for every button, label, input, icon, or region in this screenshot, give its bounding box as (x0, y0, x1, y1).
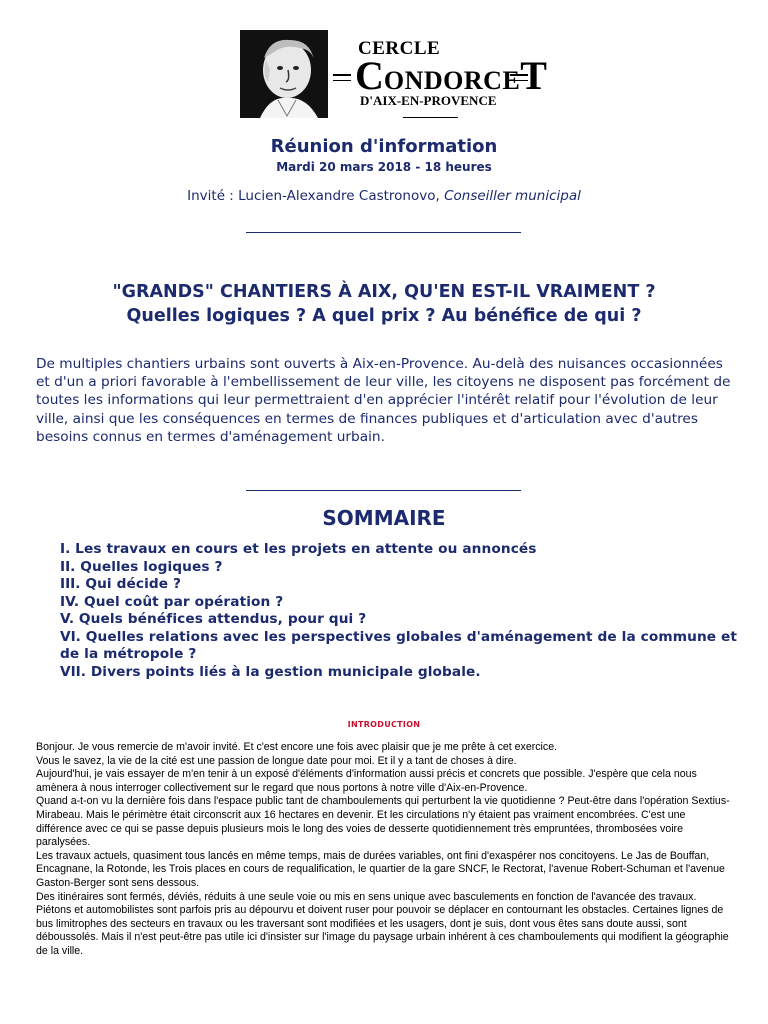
logo-line-cercle: CERCLE (358, 38, 441, 59)
summary-heading: SOMMAIRE (322, 506, 446, 530)
logo-dash-right-thin (510, 80, 528, 81)
logo-line-condorcet: CONDORCET (355, 53, 547, 98)
logo-underline (403, 117, 458, 118)
guest-role: Conseiller municipal (444, 188, 581, 204)
meeting-title: Réunion d'information (270, 136, 498, 157)
introduction-paragraph: Des itinéraires sont fermés, déviés, réduits à une seule voie ou mis en sens unique avec basculements en fonction de l'avancée des travaux. Piétons et automobilistes sont parfois pris au dépourvu et doivent ruser pour pouvoir se déplacer en contournant les obstacles. Certaines lignes de bus limitrophes des secteurs en travaux ou les traversant sont modifiées et les usagers, dont je suis, dont vous êtes sans doute aussi, sont déboussolés. Mais il n'est peut-être pas utile ici d'insister sur l'image du paysage urbain inhérent à ces chamboulements qui modifient la géographie de la ville. (36, 890, 729, 957)
summary-item: II. Quelles logiques ? (60, 558, 223, 575)
summary-item: VI. Quelles relations avec les perspectives globales d'aménagement de la commune et de la métropole ? (60, 628, 738, 662)
introduction-heading: INTRODUCTION (347, 720, 421, 729)
main-title-line2: Quelles logiques ? A quel prix ? Au bénéfice de qui ? (126, 306, 642, 326)
summary-item: IV. Quel coût par opération ? (60, 593, 284, 610)
introduction-paragraph: Vous le savez, la vie de la cité est une passion de longue date pour moi. Et il y a tant de choses à dire. (36, 754, 517, 767)
summary-item: V. Quels bénéfices attendus, pour qui ? (60, 611, 367, 627)
condorcet-portrait-icon (240, 30, 328, 118)
introduction-body (36, 741, 732, 959)
logo-dash-left-thin (333, 80, 351, 81)
intro-paragraph: De multiples chantiers urbains sont ouverts à Aix-en-Provence. Au-delà des nuisances occasionnées et d'un a priori favorable à l'embellissement de leur ville, les citoyens ne disposent pas forcément de toutes les informations qui leur permettraient d'en apprécier l'intérêt relatif pour l'évolution de leur ville, ainsi que les conséquences en termes de finances publiques et d'articulation avec d'autres besoins connus en termes d'aménagement urbain. (36, 356, 731, 445)
main-title-line1: "GRANDS" CHANTIERS À AIX, QU'EN EST-IL VRAIMENT ? (112, 282, 656, 302)
main-title (0, 280, 768, 328)
summary-item: III. Qui décide ? (60, 576, 182, 592)
guest-name: Invité : Lucien-Alexandre Castronovo, (187, 188, 445, 204)
logo-dash-left (333, 74, 351, 76)
summary-list (60, 541, 740, 681)
introduction-paragraph: Quand a-t-on vu la dernière fois dans l'espace public tant de chamboulements qui perturbent la vie quotidienne ? Peut-être dans l'opération Sextius-Mirabeau. Mais le périmètre était circonscrit aux 16 hectares en devenir. Et les circulations n'y étaient pas vraiment encombrées. C'est une différence avec ce qui se passe depuis plusieurs mois le long des voies de desserte quotidiennement très empruntées, thrombosées voire paralysées. (36, 795, 730, 849)
logo-dash-right (510, 74, 528, 76)
separator-line (246, 490, 521, 491)
introduction-paragraph: Aujourd'hui, je vais essayer de m'en tenir à un exposé d'éléments d'information aussi précis et concrets que possible. J'espère que cela nous amènera à nous interroger collectivement sur le regard que nous portons à notre ville d'Aix-en-Provence. (36, 768, 697, 794)
cercle-condorcet-logo (240, 30, 547, 122)
meeting-date: Mardi 20 mars 2018 - 18 heures (276, 160, 492, 174)
summary-item: VII. Divers points liés à la gestion municipale globale. (60, 663, 481, 680)
logo-line-aix: D'AIX-EN-PROVENCE (360, 93, 497, 108)
introduction-paragraph: Bonjour. Je vous remercie de m'avoir invité. Et c'est encore une fois avec plaisir que je me prête à cet exercice. (36, 741, 558, 753)
introduction-paragraph: Les travaux actuels, quasiment tous lancés en même temps, mais de durées variables, ont fini d'exaspérer nos concitoyens. Le Jas de Bouffan, Encagnane, la Rotonde, les Trois places en cours de requalification, le quartier de la gare SNCF, le Rectorat, l'avenue Robert-Schuman et l'avenue Gaston-Berger sont sens dessous. (36, 849, 725, 889)
separator-line (246, 232, 521, 233)
meeting-guest (0, 188, 768, 204)
summary-item: I. Les travaux en cours et les projets en attente ou annoncés (60, 541, 537, 557)
